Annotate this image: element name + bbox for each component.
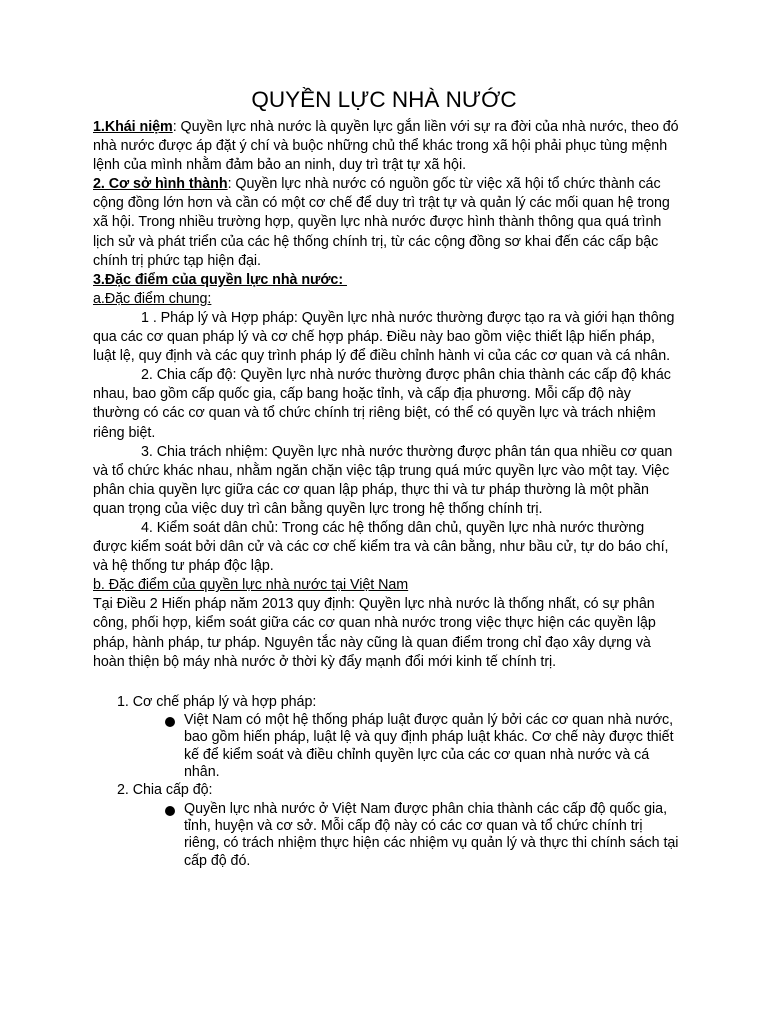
document-title: QUYỀN LỰC NHÀ NƯỚC — [251, 87, 517, 112]
characteristic-item: 4. Kiểm soát dân chủ: Trong các hệ thống dân chủ, quyền lực nhà nước thường được kiểm soát bởi dân cử và các cơ chế kiểm tra và cân bằng, như bầu cử, tự do báo chí, và hệ thống tư pháp độc lập. — [93, 519, 669, 575]
document-body — [93, 118, 681, 870]
bullet-item-text: Quyền lực nhà nước ở Việt Nam được phân chia thành các cấp độ quốc gia, tỉnh, huyện và cơ sở. Mỗi cấp độ này có các cơ quan và tổ chức chính trị riêng, có trách nhiệm thực hiện các nhiệm vụ quản lý và thực thi chính sách tại cấp độ đó. — [184, 800, 679, 869]
characteristic-item: 2. Chia cấp độ: Quyền lực nhà nước thường được phân chia thành các cấp độ khác nhau, bao gồm cấp quốc gia, cấp bang hoặc tỉnh, và cấp địa phương. Mỗi cấp độ này thường có các cơ quan và tổ chức chính trị riêng biệt, có thể có quyền lực và trách nhiệm riêng biệt. — [93, 367, 671, 441]
bullet-item — [93, 712, 681, 782]
subsection-vietnam-text: Tại Điều 2 Hiến pháp năm 2013 quy định: Quyền lực nhà nước là thống nhất, có sự phân công, phối hợp, kiểm soát giữa các cơ quan nhà nước trong việc thực hiện các quyền lập pháp, hành pháp, tư pháp. Nguyên tắc này cũng là quan điểm trong chỉ đạo xây dựng và hoàn thiện bộ máy nhà nước ở thời kỳ đẩy mạnh đổi mới kinh tế chính trị. — [93, 596, 656, 670]
section-concept-text: : Quyền lực nhà nước là quyền lực gắn liền với sự ra đời của nhà nước, theo đó nhà nước được áp đặt ý chí và buộc những chủ thể khác trong xã hội phải phục tùng mệnh lệnh của mình nhằm đảm bảo an ninh, duy trì trật tự xã hội. — [93, 119, 679, 174]
paragraph-spacer — [93, 672, 681, 693]
section-origin-text: : Quyền lực nhà nước có nguồn gốc từ việc xã hội tổ chức thành các cộng đồng lớn hơn và cần có một cơ chế để duy trì trật tự và quản lý các mối quan hệ trong xã hội. Trong nhiều trường hợp, quyền lực nhà nước được hình thành thông qua quá trình lịch sử và phát triển của các hệ thống chính trị, từ các cộng đồng sơ khai đến các cấp bậc chính trị phức tạp hiện đại. — [93, 176, 670, 269]
bullet-item — [93, 801, 681, 871]
subsection-general-heading: a.Đặc điểm chung: — [93, 290, 212, 307]
section-characteristics-heading: 3.Đặc điểm của quyền lực nhà nước: — [93, 271, 347, 288]
bullet-item-text: Việt Nam có một hệ thống pháp luật được quản lý bởi các cơ quan nhà nước, bao gồm hiến pháp, luật lệ và quy định pháp luật khác. Cơ chế này được thiết kế để kiểm soát và điều chỉnh quyền lực của các cơ quan nhà nước và cá nhân. — [184, 711, 674, 781]
characteristic-item: 3. Chia trách nhiệm: Quyền lực nhà nước thường được phân tán qua nhiều cơ quan và tổ chức khác nhau, nhằm ngăn chặn việc tập trung quá mức quyền lực vào một tay. Việc phân chia quyền lực giữa các cơ quan lập pháp, thực thi và tư pháp thường là một phần quan trọng của việc duy trì cân bằng quyền lực trong hệ thống chính trị. — [93, 443, 673, 517]
section-concept — [93, 118, 681, 175]
section-origin — [93, 175, 681, 270]
section-concept-label: 1.Khái niệm — [93, 119, 173, 135]
characteristic-item: 1 . Pháp lý và Hợp pháp: Quyền lực nhà nước thường được tạo ra và giới hạn thông qua các cơ quan pháp lý và cơ chế hợp pháp. Điều này bao gồm việc thiết lập hiến pháp, luật lệ, quy định và các quy trình pháp lý để điều chỉnh hành vi của các cơ quan và cá nhân. — [93, 309, 675, 365]
numbered-list-item: 1. Cơ chế pháp lý và hợp pháp: — [117, 693, 317, 710]
numbered-list-item: 2. Chia cấp độ: — [117, 782, 213, 799]
section-origin-label: 2. Cơ sở hình thành — [93, 176, 228, 193]
bullet-dot-icon — [165, 806, 175, 816]
subsection-vietnam-heading: b. Đặc điểm của quyền lực nhà nước tại Việt Nam — [93, 577, 409, 594]
bullet-dot-icon — [165, 717, 175, 727]
